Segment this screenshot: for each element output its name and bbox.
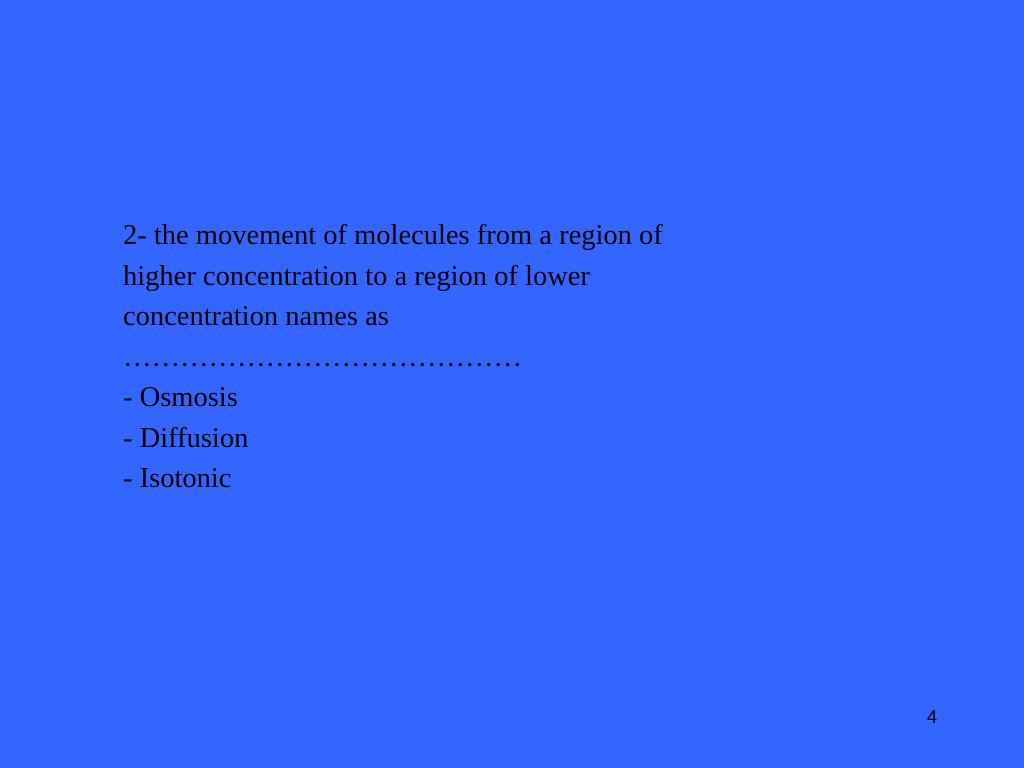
answer-blank: ……………………………………: [123, 341, 522, 373]
question-line: higher concentration to a region of lower: [123, 260, 590, 292]
option-diffusion: - Diffusion: [123, 422, 249, 454]
slide-number: 4: [926, 707, 937, 727]
option-isotonic: - Isotonic: [123, 463, 232, 494]
question-line: concentration names as: [123, 301, 389, 332]
question-block: [123, 216, 823, 500]
question-line: 2- the movement of molecules from a region of: [123, 220, 663, 251]
option-osmosis: - Osmosis: [123, 382, 238, 413]
